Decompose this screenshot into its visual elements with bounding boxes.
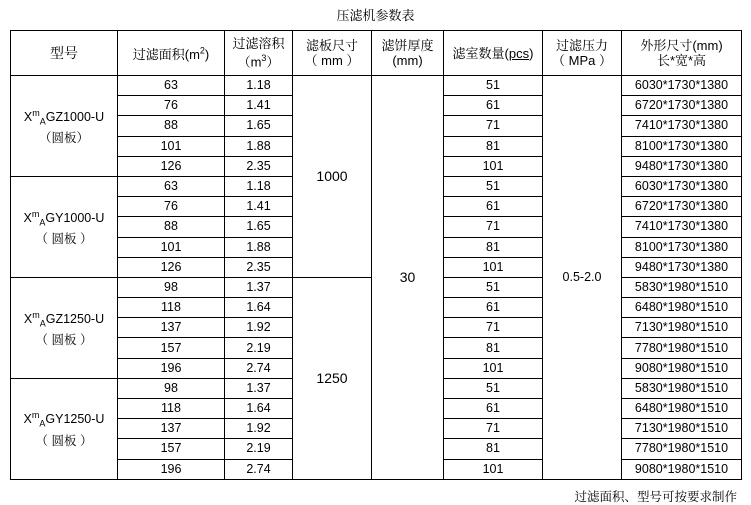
plate-size-label: 滤板尺寸 — [305, 38, 358, 53]
cell-filter-volume: 1.92 — [225, 318, 293, 338]
cell-filter-volume: 1.65 — [225, 116, 293, 136]
column-header-pressure — [543, 31, 622, 76]
cell-chamber-count: 81 — [444, 237, 543, 257]
cell-chamber-count: 81 — [444, 439, 543, 459]
cell-filter-volume: 2.74 — [225, 459, 293, 479]
table-body — [11, 76, 742, 480]
cell-dimension: 9480*1730*1380 — [622, 257, 742, 277]
cell-filter-area: 137 — [118, 318, 225, 338]
model-note: （ 圆板 ） — [35, 434, 93, 449]
cell-filter-area: 76 — [118, 96, 225, 116]
cell-dimension: 7130*1980*1510 — [622, 419, 742, 439]
cell-filter-volume: 1.64 — [225, 298, 293, 318]
cell-filter-area: 137 — [118, 419, 225, 439]
pressure-unit: （ MPa ） — [552, 53, 612, 68]
cell-filter-volume: 1.18 — [225, 76, 293, 96]
cell-dimension: 9080*1980*1510 — [622, 358, 742, 378]
filter-volume-unit-start: （m — [237, 54, 262, 70]
model-cell-group-2 — [11, 277, 118, 378]
cell-filter-area: 126 — [118, 257, 225, 277]
header-row — [11, 31, 742, 76]
model-prefix: X — [23, 412, 32, 427]
cell-chamber-count: 71 — [444, 217, 543, 237]
cell-chamber-count: 81 — [444, 338, 543, 358]
specification-table — [10, 30, 742, 480]
cell-dimension: 9480*1730*1380 — [622, 156, 742, 176]
cell-dimension: 8100*1730*1380 — [622, 237, 742, 257]
cell-filter-volume: 2.35 — [225, 156, 293, 176]
cell-chamber-count: 61 — [444, 399, 543, 419]
cell-filter-area: 118 — [118, 399, 225, 419]
cell-chamber-count: 101 — [444, 459, 543, 479]
cell-filter-volume: 2.19 — [225, 338, 293, 358]
cell-pressure: 0.5-2.0 — [543, 76, 622, 480]
cell-chamber-count: 101 — [444, 358, 543, 378]
chamber-count-label-end: ) — [529, 45, 534, 61]
model-subscript: A — [39, 318, 46, 329]
cell-plate-size-1250: 1250 — [293, 277, 372, 479]
cell-dimension: 6030*1730*1380 — [622, 176, 742, 196]
model-cell-group-1 — [11, 176, 118, 277]
plate-size-unit: （ mm ） — [304, 53, 360, 68]
cell-dimension: 5830*1980*1510 — [622, 378, 742, 398]
model-subscript: A — [39, 217, 46, 228]
model-note: （圆板） — [38, 131, 89, 146]
model-superscript: m — [32, 107, 40, 118]
cell-chamber-count: 61 — [444, 197, 543, 217]
cell-dimension: 6480*1980*1510 — [622, 399, 742, 419]
cell-chamber-count: 101 — [444, 156, 543, 176]
column-header-model: 型号 — [11, 31, 118, 76]
dimension-format: 长*宽*高 — [656, 53, 707, 68]
cell-filter-area: 98 — [118, 277, 225, 297]
table-footnote: 过滤面积、型号可按要求制作 — [574, 489, 737, 504]
filter-area-label-end: ) — [204, 47, 210, 63]
cell-filter-area: 157 — [118, 439, 225, 459]
cell-filter-volume: 1.65 — [225, 217, 293, 237]
cell-filter-area: 63 — [118, 76, 225, 96]
model-note: （ 圆板 ） — [35, 232, 93, 247]
cell-dimension: 5830*1980*1510 — [622, 277, 742, 297]
cell-dimension: 7780*1980*1510 — [622, 439, 742, 459]
filter-area-superscript: 2 — [199, 45, 205, 56]
cell-plate-size-1000: 1000 — [293, 76, 372, 278]
cell-filter-volume: 1.41 — [225, 197, 293, 217]
cell-chamber-count: 61 — [444, 298, 543, 318]
dimension-label: 外形尺寸(mm) — [640, 38, 723, 53]
cell-filter-area: 101 — [118, 136, 225, 156]
table-header — [11, 31, 742, 76]
model-note: （ 圆板 ） — [35, 333, 93, 348]
column-header-filter-volume — [225, 31, 293, 76]
cell-dimension: 9080*1980*1510 — [622, 459, 742, 479]
cell-filter-area: 98 — [118, 378, 225, 398]
model-superscript: m — [32, 309, 40, 320]
cell-filter-volume: 1.18 — [225, 176, 293, 196]
cell-filter-volume: 1.88 — [225, 237, 293, 257]
model-superscript: m — [31, 208, 40, 219]
cell-chamber-count: 71 — [444, 318, 543, 338]
chamber-count-unit: pcs — [508, 45, 530, 61]
cell-chamber-count: 51 — [444, 176, 543, 196]
cell-filter-volume: 1.92 — [225, 419, 293, 439]
cell-filter-area: 196 — [118, 459, 225, 479]
cell-filter-area: 157 — [118, 338, 225, 358]
cake-thickness-unit: (mm) — [392, 53, 423, 68]
column-header-plate-size — [293, 31, 372, 76]
cell-dimension: 7410*1730*1380 — [622, 116, 742, 136]
model-prefix: X — [23, 210, 32, 225]
cell-dimension: 6720*1730*1380 — [622, 96, 742, 116]
model-cell-group-0 — [11, 76, 118, 177]
cell-chamber-count: 71 — [444, 419, 543, 439]
column-header-cake-thickness — [372, 31, 444, 76]
page-title: 压滤机参数表 — [336, 8, 415, 23]
model-code: GZ1000-U — [45, 109, 105, 124]
cell-filter-area: 118 — [118, 298, 225, 318]
column-header-filter-area — [118, 31, 225, 76]
cell-dimension: 6480*1980*1510 — [622, 298, 742, 318]
cell-dimension: 8100*1730*1380 — [622, 136, 742, 156]
cell-chamber-count: 101 — [444, 257, 543, 277]
cell-filter-area: 196 — [118, 358, 225, 378]
cell-filter-volume: 2.35 — [225, 257, 293, 277]
cell-dimension: 7130*1980*1510 — [622, 318, 742, 338]
cell-filter-area: 126 — [118, 156, 225, 176]
cell-filter-area: 63 — [118, 176, 225, 196]
cell-chamber-count: 71 — [444, 116, 543, 136]
chamber-count-label: 滤室数量( — [452, 45, 509, 61]
pressure-label: 过滤压力 — [555, 38, 608, 53]
cell-filter-area: 88 — [118, 217, 225, 237]
model-superscript: m — [31, 410, 40, 421]
model-subscript: A — [39, 116, 46, 127]
cell-chamber-count: 81 — [444, 136, 543, 156]
model-code: GY1000-U — [45, 210, 105, 225]
cell-filter-volume: 1.64 — [225, 399, 293, 419]
cell-filter-volume: 2.74 — [225, 358, 293, 378]
cell-chamber-count: 51 — [444, 378, 543, 398]
cell-dimension: 6030*1730*1380 — [622, 76, 742, 96]
model-code: GY1250-U — [45, 412, 105, 427]
filter-volume-label: 过滤溶积 — [232, 36, 285, 52]
cell-filter-volume: 2.19 — [225, 439, 293, 459]
cell-dimension: 6720*1730*1380 — [622, 197, 742, 217]
cell-chamber-count: 61 — [444, 96, 543, 116]
column-header-dimension — [622, 31, 742, 76]
cell-filter-volume: 1.41 — [225, 96, 293, 116]
model-cell-group-3 — [11, 378, 118, 479]
column-header-chamber-count — [444, 31, 543, 76]
cell-dimension: 7410*1730*1380 — [622, 217, 742, 237]
model-prefix: X — [23, 109, 33, 124]
cell-filter-volume: 1.88 — [225, 136, 293, 156]
filter-area-label: 过滤面积(m — [132, 47, 200, 63]
cake-thickness-label: 滤饼厚度 — [381, 38, 434, 53]
model-code: GZ1250-U — [45, 311, 105, 326]
cell-filter-volume: 1.37 — [225, 277, 293, 297]
model-subscript: A — [39, 419, 46, 430]
cell-filter-area: 88 — [118, 116, 225, 136]
cell-cake-thickness: 30 — [372, 76, 444, 480]
cell-chamber-count: 51 — [444, 76, 543, 96]
cell-dimension: 7780*1980*1510 — [622, 338, 742, 358]
model-prefix: X — [23, 311, 33, 326]
table-row — [11, 76, 742, 96]
cell-filter-area: 76 — [118, 197, 225, 217]
cell-filter-area: 101 — [118, 237, 225, 257]
cell-filter-volume: 1.37 — [225, 378, 293, 398]
filter-volume-unit-end: ） — [266, 54, 280, 70]
filter-volume-superscript: 3 — [261, 53, 267, 64]
cell-chamber-count: 51 — [444, 277, 543, 297]
